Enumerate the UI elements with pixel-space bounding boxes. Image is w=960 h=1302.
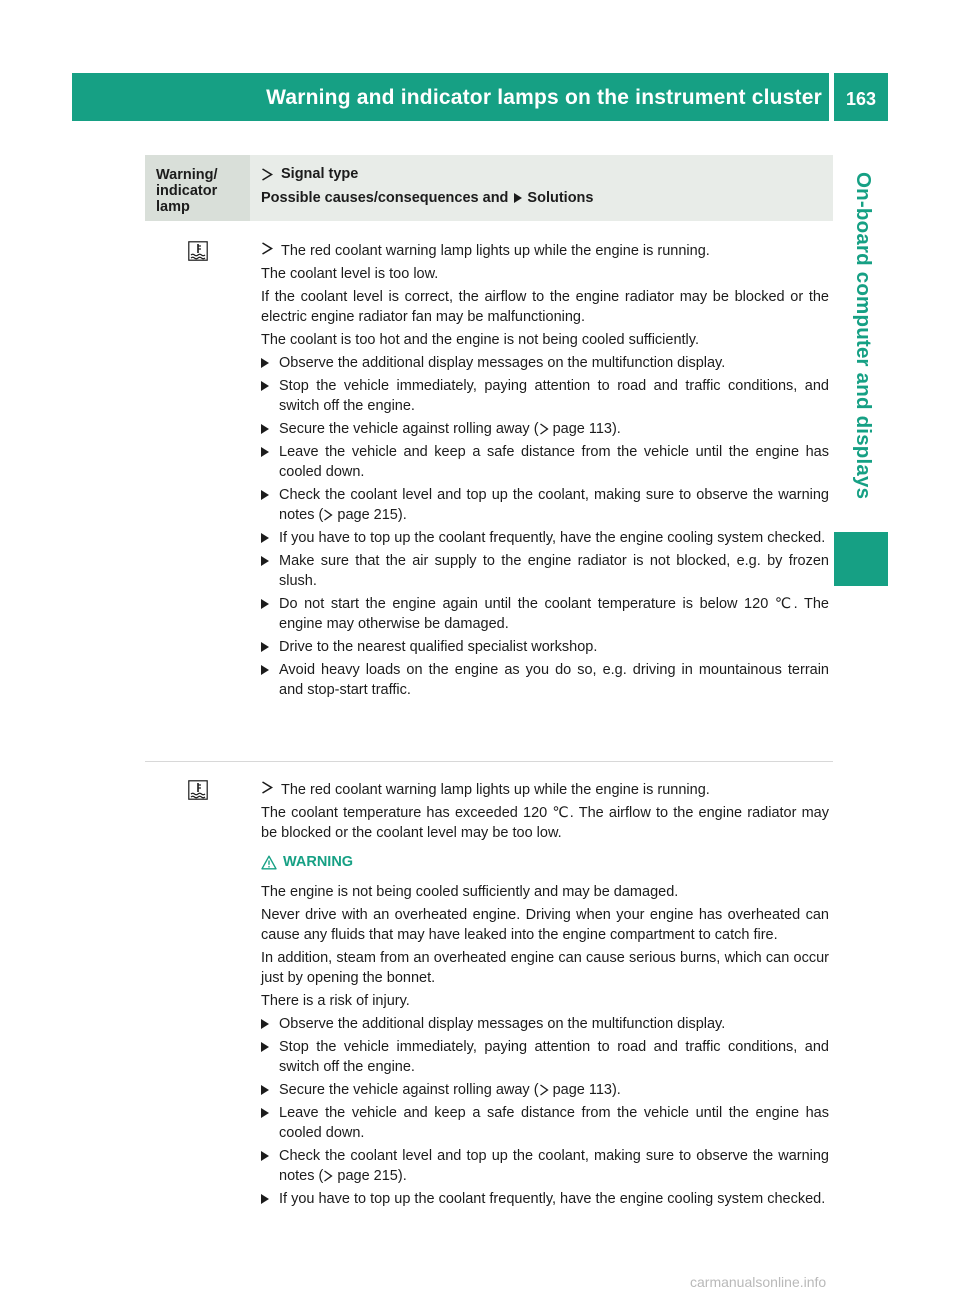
warning-text: There is a risk of injury. bbox=[261, 993, 410, 1009]
action-arrow-icon bbox=[261, 1085, 269, 1095]
action-arrow-icon bbox=[261, 533, 269, 543]
watermark: carmanualsonline.info bbox=[690, 1274, 827, 1290]
page-reference-icon bbox=[539, 423, 549, 435]
cause-text: If the coolant level is correct, the airflow to the engine radiator may be blocked or the electric engine radiator fan may be malfunctioning. bbox=[261, 289, 829, 325]
list-item: If you have to top up the coolant frequently, have the engine cooling system checked. bbox=[261, 1189, 829, 1209]
warning-label: WARNING bbox=[283, 854, 354, 870]
signal-text: The red coolant warning lamp lights up while the engine is running. bbox=[281, 243, 710, 259]
coolant-level-icon bbox=[188, 241, 208, 261]
list-item: Stop the vehicle immediately, paying attention to road and traffic conditions, and switch off the engine. bbox=[261, 1037, 829, 1077]
action-arrow-icon bbox=[261, 642, 269, 652]
signal-type-icon bbox=[261, 780, 275, 794]
cause-text: The coolant level is too low. bbox=[261, 266, 439, 282]
page-reference-icon bbox=[539, 1084, 549, 1096]
list-item: Leave the vehicle and keep a safe distance from the vehicle until the engine has cooled down. bbox=[261, 1103, 829, 1143]
list-item: Drive to the nearest qualified specialist workshop. bbox=[261, 637, 829, 657]
page-link[interactable]: page 215 bbox=[337, 507, 398, 523]
action-arrow-icon bbox=[261, 1019, 269, 1029]
page-title: Warning and indicator lamps on the instrument cluster bbox=[266, 86, 822, 109]
warning-text: In addition, steam from an overheated engine can cause serious burns, which can occur just by opening the bonnet. bbox=[261, 950, 829, 986]
action-arrow-icon bbox=[261, 1108, 269, 1118]
header-lamp-column: Warning/ indicator lamp bbox=[145, 155, 250, 221]
page-number: 163 bbox=[834, 73, 888, 121]
action-arrow-icon bbox=[261, 424, 269, 434]
list-item: Observe the additional display messages on the multifunction display. bbox=[261, 1014, 829, 1034]
page-link[interactable]: page 215 bbox=[337, 1168, 398, 1184]
coolant-temperature-icon bbox=[188, 780, 208, 800]
page-link[interactable]: page 113 bbox=[552, 1082, 612, 1098]
list-item: Leave the vehicle and keep a safe distance from the vehicle until the engine has cooled down. bbox=[261, 442, 829, 482]
action-arrow-icon bbox=[261, 556, 269, 566]
action-arrow-icon bbox=[261, 358, 269, 368]
side-marker bbox=[834, 532, 888, 586]
list-item: Do not start the engine again until the coolant temperature is below 120 ℃. The engine may otherwise be damaged. bbox=[261, 594, 829, 634]
signal-type-icon bbox=[261, 167, 275, 181]
signal-text: The red coolant warning lamp lights up while the engine is running. bbox=[281, 782, 710, 798]
list-item: Secure the vehicle against rolling away ( page 113). bbox=[261, 1080, 829, 1100]
section-label: On-board computer and displays bbox=[852, 172, 875, 500]
warning-triangle-icon bbox=[261, 855, 283, 870]
signal-type-icon bbox=[261, 241, 275, 255]
page-reference-icon bbox=[323, 509, 333, 521]
action-arrow-icon bbox=[261, 665, 269, 675]
table-row bbox=[145, 762, 833, 1212]
action-arrow-icon bbox=[261, 1194, 269, 1204]
action-arrow-icon bbox=[261, 490, 269, 500]
warning-heading bbox=[261, 852, 829, 872]
list-item: Avoid heavy loads on the engine as you do so, e.g. driving in mountainous terrain and stop-start traffic. bbox=[261, 660, 829, 700]
causes-label: Possible causes/consequences and bbox=[261, 190, 509, 206]
list-item: If you have to top up the coolant frequently, have the engine cooling system checked. bbox=[261, 528, 829, 548]
action-arrow-icon bbox=[261, 381, 269, 391]
cause-text: The coolant temperature has exceeded 120 ℃. The airflow to the engine radiator may be blocked or the coolant level may be too low. bbox=[261, 805, 829, 841]
header-signal-column bbox=[250, 155, 833, 221]
signal-type-label: Signal type bbox=[281, 166, 359, 182]
cause-text: The coolant is too hot and the engine is not being cooled sufficiently. bbox=[261, 332, 699, 348]
list-item: Make sure that the air supply to the engine radiator is not blocked, e.g. by frozen slush. bbox=[261, 551, 829, 591]
list-item: Secure the vehicle against rolling away ( page 113). bbox=[261, 419, 829, 439]
page-link[interactable]: page 113 bbox=[552, 421, 612, 437]
page-reference-icon bbox=[323, 1170, 333, 1182]
action-arrow-icon bbox=[261, 447, 269, 457]
list-item: Observe the additional display messages on the multifunction display. bbox=[261, 353, 829, 373]
table-header bbox=[145, 155, 833, 221]
warning-text: The engine is not being cooled sufficiently and may be damaged. bbox=[261, 884, 679, 900]
warning-text: Never drive with an overheated engine. Driving when your engine has overheated can cause any fluids that may have leaked into the engine compartment to catch fire. bbox=[261, 907, 829, 943]
warning-lamp-table bbox=[145, 155, 833, 1212]
table-row bbox=[145, 221, 833, 762]
action-arrow-icon bbox=[261, 1151, 269, 1161]
action-arrow-icon bbox=[261, 1042, 269, 1052]
list-item: Check the coolant level and top up the coolant, making sure to observe the warning notes ( page 215). bbox=[261, 1146, 829, 1186]
list-item: Stop the vehicle immediately, paying attention to road and traffic conditions, and switch off the engine. bbox=[261, 376, 829, 416]
solutions-label: Solutions bbox=[527, 190, 594, 206]
solutions-icon bbox=[514, 193, 522, 203]
action-arrow-icon bbox=[261, 599, 269, 609]
list-item: Check the coolant level and top up the coolant, making sure to observe the warning notes ( page 215). bbox=[261, 485, 829, 525]
